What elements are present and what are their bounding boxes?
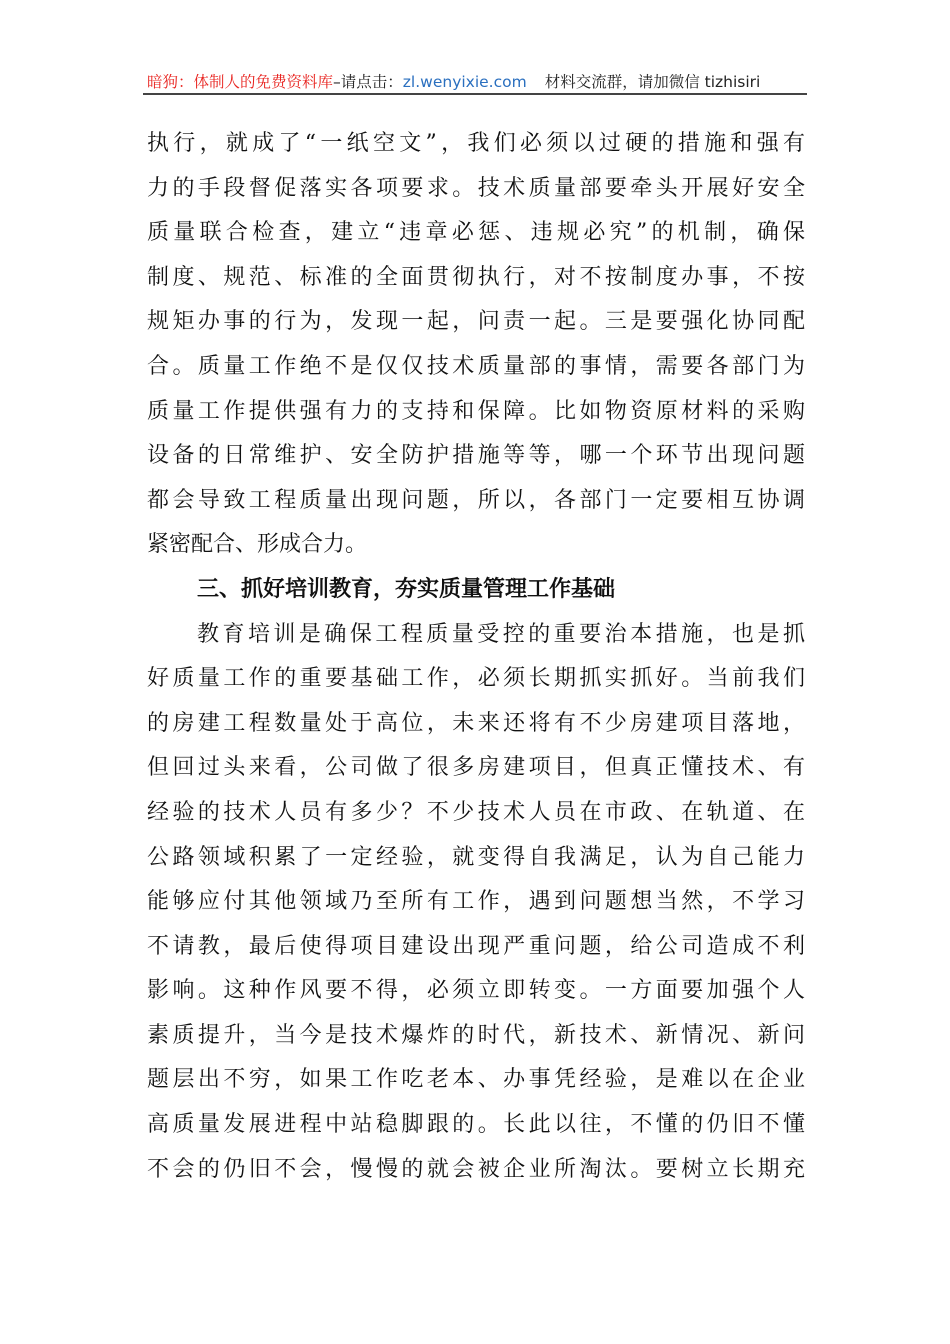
text-line: 经验的技术人员有多少？不少技术人员在市政、在轨道、在	[147, 799, 805, 825]
text-line: 的房建工程数量处于高位，未来还将有不少房建项目落地，	[147, 710, 805, 736]
document-body	[147, 122, 805, 1192]
header-prompt: –请点击：	[333, 73, 403, 91]
text-line: 质量工作提供强有力的支持和保障。比如物资原材料的采购	[147, 398, 805, 424]
text-line: 高质量发展进程中站稳脚跟的。长此以往，不懂的仍旧不懂	[147, 1112, 805, 1138]
text-line: 好质量工作的重要基础工作，必须长期抓实抓好。当前我们	[147, 666, 805, 692]
text-line: 设备的日常维护、安全防护措施等等，哪一个环节出现问题	[147, 443, 805, 469]
page-header	[147, 70, 805, 92]
header-contact: 材料交流群，请加微信 tizhisiri	[544, 73, 761, 91]
text-line: 合。质量工作绝不是仅仅技术质量部的事情，需要各部门为	[147, 353, 805, 379]
section-heading: 三、抓好培训教育，夯实质量管理工作基础	[197, 576, 616, 602]
header-divider	[143, 93, 807, 95]
text-line: 不请教，最后使得项目建设出现严重问题，给公司造成不利	[147, 933, 805, 959]
text-line: 但回过头来看，公司做了很多房建项目，但真正懂技术、有	[147, 755, 805, 781]
text-line: 制度、规范、标准的全面贯彻执行，对不按制度办事，不按	[147, 264, 805, 290]
text-line: 都会导致工程质量出现问题，所以，各部门一定要相互协调	[147, 487, 805, 513]
text-line: 影响。这种作风要不得，必须立即转变。一方面要加强个人	[147, 978, 805, 1004]
text-line: 规矩办事的行为，发现一起，问责一起。三是要强化协同配	[147, 309, 805, 335]
text-line: 题层出不穷，如果工作吃老本、办事凭经验，是难以在企业	[147, 1067, 805, 1093]
text-line: 素质提升，当今是技术爆炸的时代，新技术、新情况、新问	[147, 1022, 805, 1048]
text-line: 紧密配合、形成合力。	[147, 532, 368, 558]
text-line: 力的手段督促落实各项要求。技术质量部要牵头开展好安全	[147, 175, 805, 201]
text-line: 不会的仍旧不会，慢慢的就会被企业所淘汰。要树立长期充	[147, 1156, 805, 1182]
text-line: 能够应付其他领域乃至所有工作，遇到问题想当然，不学习	[147, 889, 805, 915]
text-line: 教育培训是确保工程质量受控的重要治本措施，也是抓	[197, 621, 805, 647]
text-line: 执行，就成了“一纸空文”，我们必须以过硬的措施和强有	[147, 131, 805, 156]
header-brand: 暗狗：体制人的免费资料库	[147, 73, 334, 91]
text-line: 公路领域积累了一定经验，就变得自我满足，认为自己能力	[147, 844, 805, 870]
header-url-link[interactable]: zl.wenyixie.com	[402, 73, 527, 91]
text-line: 质量联合检查，建立“违章必惩、违规必究”的机制，确保	[147, 220, 805, 246]
